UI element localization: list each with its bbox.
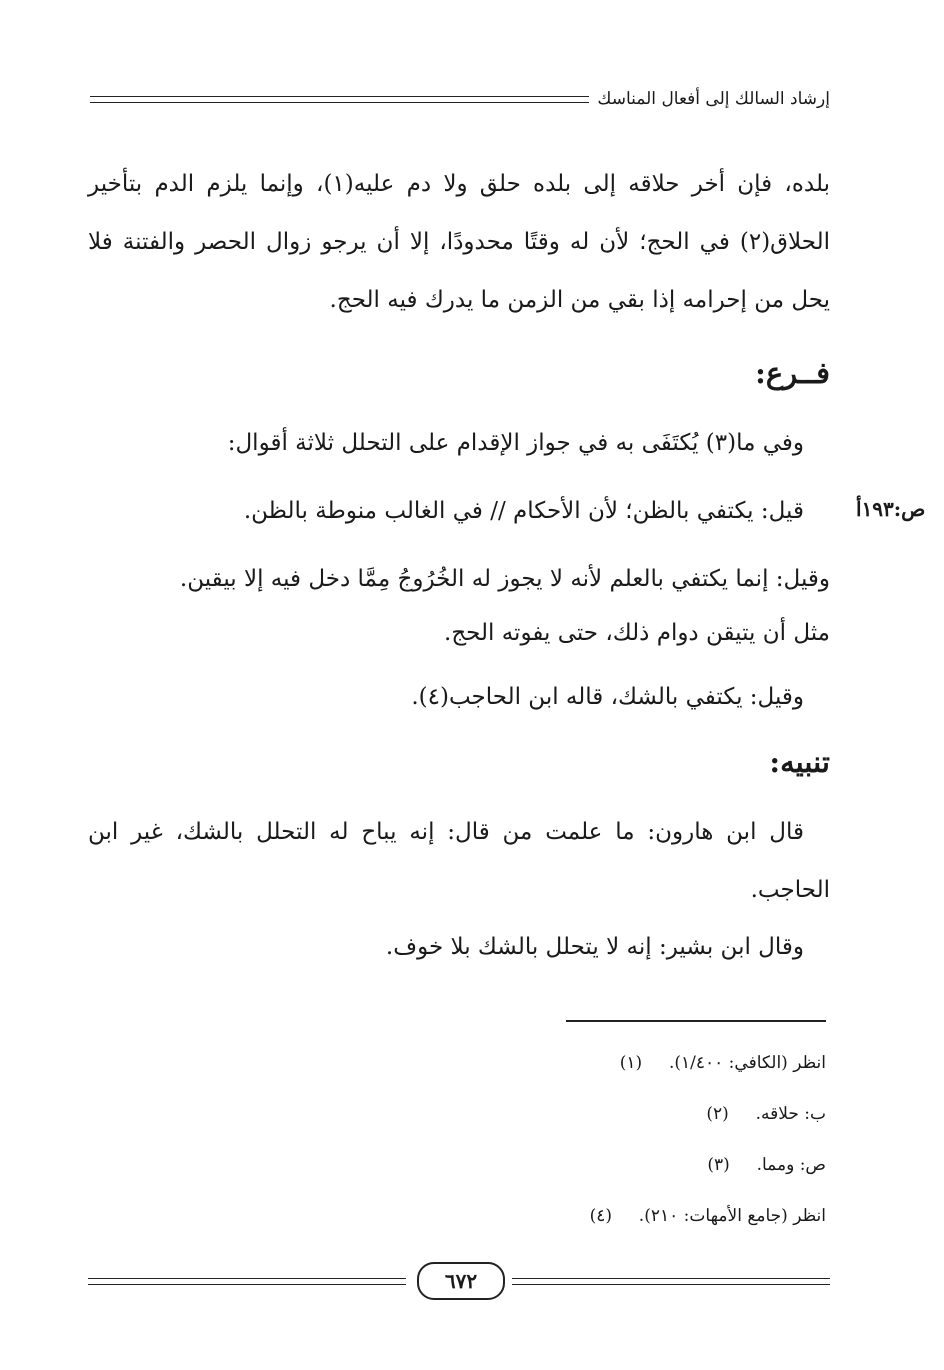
paragraph-4: وقيل: إنما يكتفي بالعلم لأنه لا يجوز له الخُرُوجُ مِمَّا دخل فيه إلا بيقين.	[179, 566, 830, 592]
paragraph-3: قيل: يكتفي بالظن؛ لأن الأحكام // في الغالب منوطة بالظن.	[243, 498, 804, 524]
footnote-text: انظر (جامع الأمهات: ٢١٠).	[638, 1206, 826, 1226]
page-footer	[88, 1262, 830, 1302]
footnote-2	[698, 1101, 826, 1127]
footnote-text: ص: ومما.	[756, 1155, 826, 1175]
header-rule	[90, 96, 589, 103]
footnote-text: انظر (الكافي: ١/٤٠٠).	[668, 1053, 826, 1073]
footnote-number: (٢)	[706, 1104, 729, 1124]
footnote-3	[699, 1152, 826, 1178]
paragraph-1: بلده، فإن أخر حلاقه إلى بلده حلق ولا دم عليه(١)، وإنما يلزم الدم بتأخير الحلاق(٢) في الحج؛ لأن له وقتًا محدودًا، إلا أن يرجو زوال الحصر والفتنة فلا يحل من إحرامه إذا بقي من الزمن ما يدرك فيه الحج.	[88, 171, 830, 313]
footnote-text: ب: حلاقه.	[755, 1104, 826, 1124]
book-title: إرشاد السالك إلى أفعال المناسك	[597, 89, 830, 109]
paragraph-5: مثل أن يتيقن دوام ذلك، حتى يفوته الحج.	[444, 620, 830, 646]
footer-rule-right	[512, 1278, 830, 1285]
heading-tanbih: تنبيه:	[769, 745, 830, 779]
footnote-1	[611, 1050, 826, 1076]
paragraph-6: وقيل: يكتفي بالشك، قاله ابن الحاجب(٤).	[411, 684, 804, 710]
paragraph-2: وفي ما(٣) يُكتَفَى به في جواز الإقدام على التحلل ثلاثة أقوال:	[227, 430, 804, 456]
footnote-number: (١)	[619, 1053, 643, 1073]
heading-far: فــرع:	[755, 356, 830, 390]
running-header	[90, 84, 830, 114]
footnote-number: (٣)	[707, 1155, 730, 1175]
page-number: ٦٧٢	[417, 1262, 505, 1300]
footnote-number: (٤)	[589, 1206, 612, 1226]
manuscript-margin-note: ص:١٩٣أ	[856, 497, 926, 521]
footer-rule-left	[88, 1278, 406, 1285]
footnote-separator	[566, 1020, 826, 1022]
paragraph-8: وقال ابن بشير: إنه لا يتحلل بالشك بلا خوف.	[385, 934, 804, 960]
paragraph-7: قال ابن هارون: ما علمت من قال: إنه يباح له التحلل بالشك، غير ابن الحاجب.	[88, 819, 830, 903]
footnote-4	[581, 1203, 826, 1229]
